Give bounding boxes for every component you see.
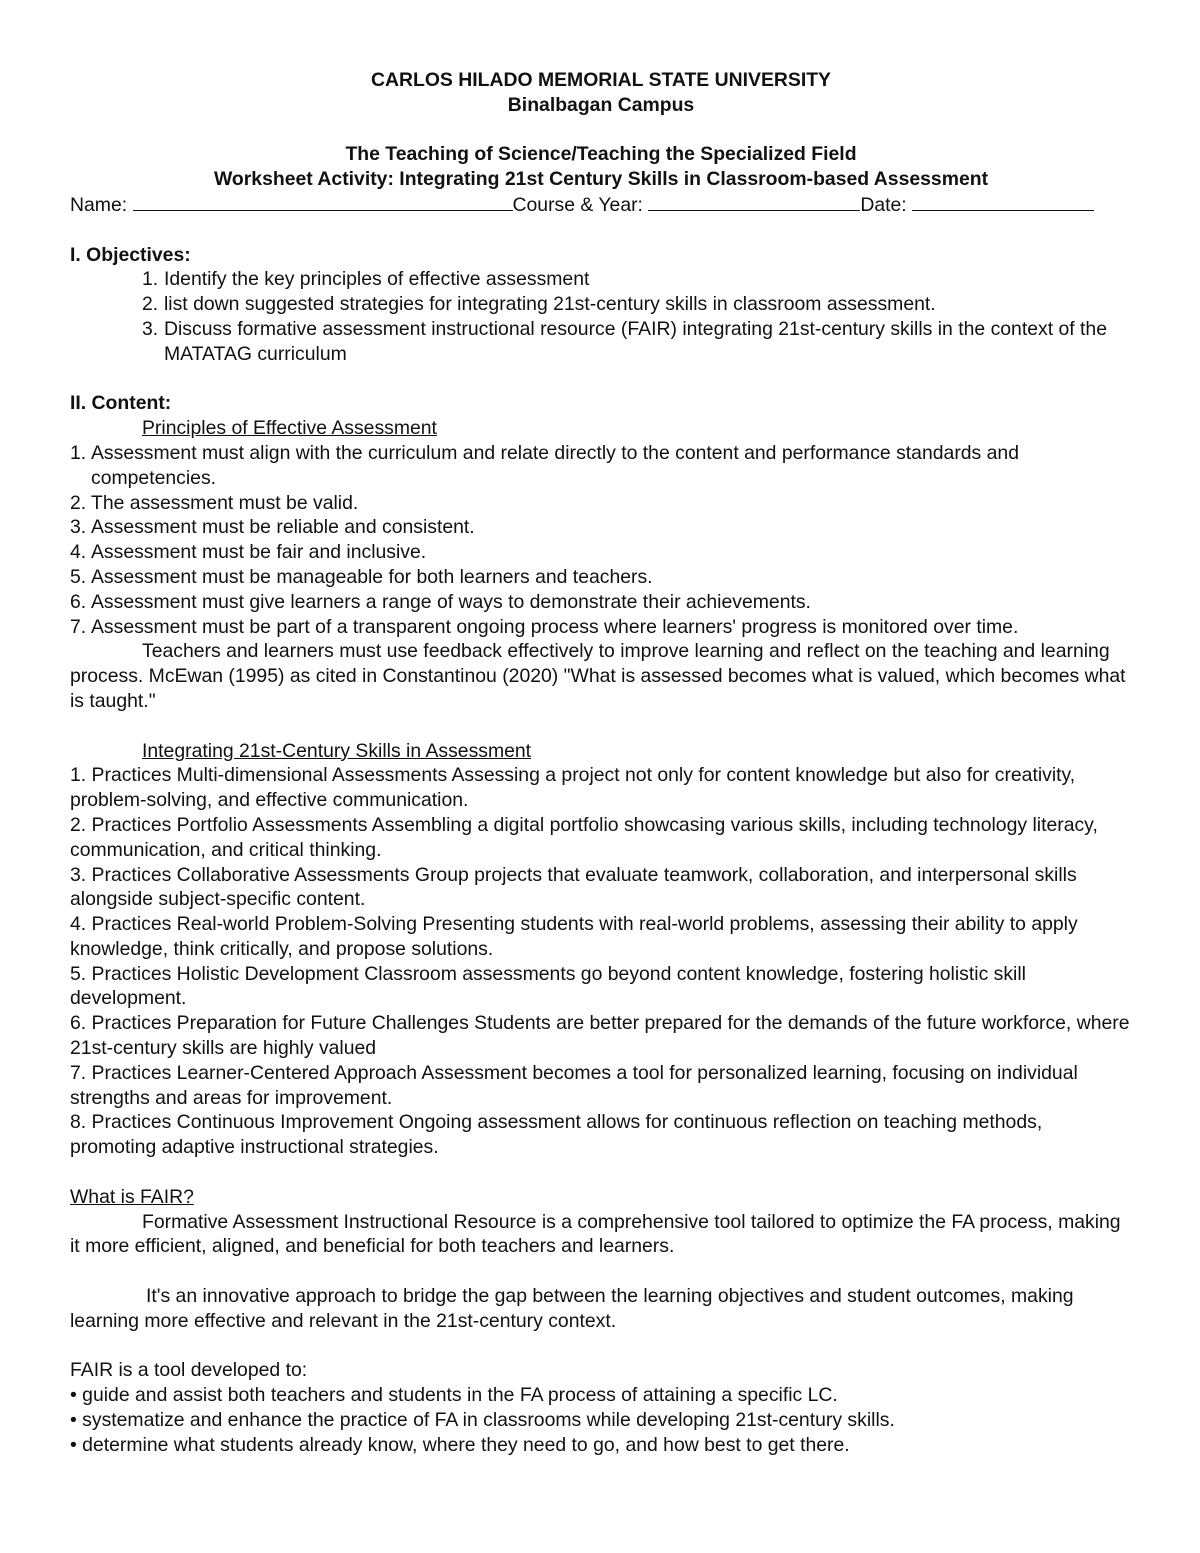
list-item: 1. Practices Multi-dimensional Assessments Assessing a project not only for content knowledge but also for creativity, problem-solving, and effective communication. bbox=[70, 764, 1076, 812]
principles-list bbox=[70, 441, 1132, 639]
objectives-heading: I. Objectives: bbox=[70, 243, 191, 266]
list-item: • guide and assist both teachers and students in the FA process of attaining a specific LC. bbox=[70, 1384, 838, 1407]
name-field[interactable] bbox=[133, 192, 513, 211]
course-year-label: Course & Year: bbox=[512, 193, 643, 216]
list-item: 8. Practices Continuous Improvement Ongoing assessment allows for continuous reflection on teaching methods, promoting adaptive instructional strategies. bbox=[70, 1111, 1043, 1159]
list-item: 1. Identify the key principles of effective assessment bbox=[142, 268, 590, 291]
list-item: 6. Practices Preparation for Future Challenges Students are better prepared for the demands of the future workforce, where 21st-century skills are highly valued bbox=[70, 1012, 1130, 1060]
feedback-paragraph: Teachers and learners must use feedback effectively to improve learning and reflect on the teaching and learning process. McEwan (1995) as cited in Constantinou (2020) "What is assessed becomes what is valued, which becomes what is taught." bbox=[70, 640, 1126, 712]
fair-paragraph-2: It's an innovative approach to bridge the gap between the learning objectives and student outcomes, making learning more effective and relevant in the 21st-century context. bbox=[70, 1285, 1074, 1332]
list-item: • determine what students already know, where they need to go, and how best to get there. bbox=[70, 1433, 850, 1456]
worksheet-title: Worksheet Activity: Integrating 21st Century Skills in Classroom-based Assessment bbox=[213, 168, 989, 191]
list-item: 5. Assessment must be manageable for both learners and teachers. bbox=[70, 565, 653, 588]
list-item: 7. Assessment must be part of a transparent ongoing process where learners' progress is monitored over time. bbox=[70, 615, 1019, 638]
skills-heading: Integrating 21st-Century Skills in Assessment bbox=[142, 739, 532, 762]
list-item: 2. Practices Portfolio Assessments Assembling a digital portfolio showcasing various skills, including technology literacy, communication, and critical thinking. bbox=[70, 813, 1098, 861]
campus-name: Binalbagan Campus bbox=[507, 93, 695, 116]
list-item: 3. Practices Collaborative Assessments Group projects that evaluate teamwork, collaboration, and interpersonal skills alongside subject-specific content. bbox=[70, 863, 1077, 911]
fair-heading: What is FAIR? bbox=[70, 1185, 194, 1208]
list-item: 6. Assessment must give learners a range of ways to demonstrate their achievements. bbox=[70, 590, 811, 613]
list-item: 7. Practices Learner-Centered Approach Assessment becomes a tool for personalized learning, focusing on individual strengths and areas for improvement. bbox=[70, 1061, 1078, 1109]
course-title: The Teaching of Science/Teaching the Specialized Field bbox=[345, 143, 857, 166]
university-name: CARLOS HILADO MEMORIAL STATE UNIVERSITY bbox=[371, 69, 831, 91]
course-year-field[interactable] bbox=[648, 192, 860, 211]
list-item: 3. Assessment must be reliable and consistent. bbox=[70, 516, 475, 539]
name-label: Name: bbox=[70, 193, 128, 216]
list-item: 3. Discuss formative assessment instructional resource (FAIR) integrating 21st-century skills in the context of the MATATAG curriculum bbox=[142, 317, 1107, 365]
objectives-list bbox=[70, 267, 1132, 366]
list-item: • systematize and enhance the practice of FA in classrooms while developing 21st-century skills. bbox=[70, 1409, 895, 1432]
skills-list bbox=[70, 763, 1132, 1160]
list-item: 2. The assessment must be valid. bbox=[70, 491, 359, 514]
worksheet-page bbox=[70, 68, 1132, 1458]
list-item: 4. Practices Real-world Problem-Solving Presenting students with real-world problems, assessing their ability to apply knowledge, think critically, and propose solutions. bbox=[70, 913, 1078, 960]
content-heading: II. Content: bbox=[70, 392, 172, 415]
fair-bullet-list bbox=[70, 1383, 1132, 1457]
principles-heading: Principles of Effective Assessment bbox=[142, 417, 437, 440]
fair-tool-intro: FAIR is a tool developed to: bbox=[70, 1359, 308, 1382]
date-label: Date: bbox=[860, 193, 907, 216]
list-item: 1. Assessment must align with the curriculum and relate directly to the content and performance standards and competencies. bbox=[70, 441, 1019, 489]
list-item: 5. Practices Holistic Development Classroom assessments go beyond content knowledge, fostering holistic skill development. bbox=[70, 962, 1026, 1010]
list-item: 4. Assessment must be fair and inclusive. bbox=[70, 541, 427, 564]
student-info-row bbox=[70, 192, 1132, 218]
fair-paragraph-1: Formative Assessment Instructional Resource is a comprehensive tool tailored to optimize the FA process, making it more efficient, aligned, and beneficial for both teachers and learners. bbox=[70, 1210, 1121, 1258]
date-field[interactable] bbox=[912, 192, 1094, 211]
list-item: 2. list down suggested strategies for integrating 21st-century skills in classroom assessment. bbox=[142, 293, 936, 316]
